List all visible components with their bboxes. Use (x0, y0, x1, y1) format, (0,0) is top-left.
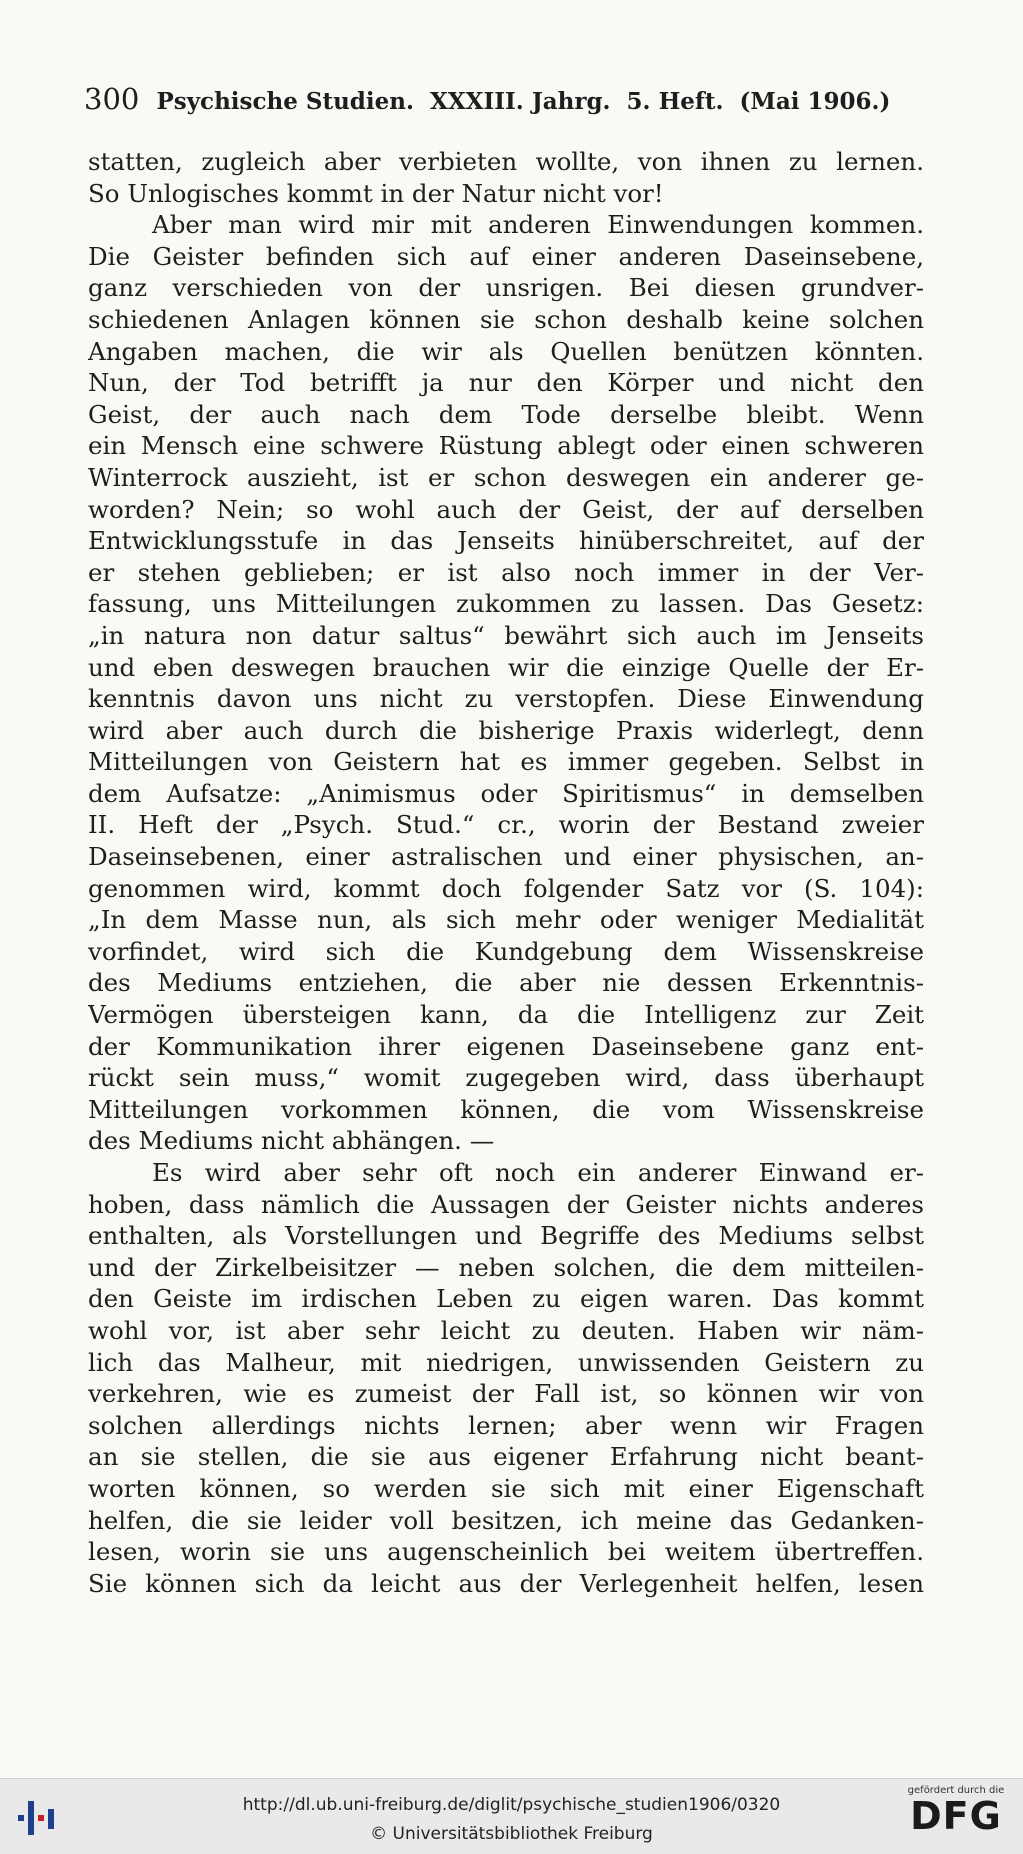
text-line: lesen, worin sie uns augenscheinlich bei weitem übertreffen. (88, 1537, 924, 1567)
text-line: „in natura non datur saltus“ bewährt sich auch im Jenseits (88, 620, 924, 650)
dfg-logo (896, 1785, 1016, 1849)
text-line: wird aber auch durch die bisherige Praxis widerlegt, denn (88, 715, 924, 745)
text-line: statten, zugleich aber verbieten wollte, von ihnen zu lernen. (88, 147, 924, 176)
text-line: Winterrock auszieht, ist er schon deswegen ein anderer ge- (88, 462, 924, 492)
text-line: schiedenen Anlagen können sie schon deshalb keine solchen (88, 304, 924, 334)
text-line: rückt sein muss,“ womit zugegeben wird, dass überhaupt (88, 1063, 924, 1093)
text-line: ein Mensch eine schwere Rüstung ablegt oder einen schweren (88, 431, 924, 461)
text-line: So Unlogisches kommt in der Natur nicht vor! (88, 178, 664, 208)
text-line: wohl vor, ist aber sehr leicht zu deuten. Haben wir näm- (88, 1315, 924, 1345)
dfg-logo-text: DFG (910, 1794, 1002, 1838)
footer-bar (0, 1778, 1023, 1854)
text-line: worten können, so werden sie sich mit einer Eigenschaft (88, 1473, 924, 1503)
text-line: Mitteilungen vorkommen können, die vom Wissenskreise (88, 1094, 924, 1124)
text-line: des Mediums nicht abhängen. — (88, 1126, 495, 1156)
text-line: genommen wird, kommt doch folgender Satz vor (S. 104): (88, 873, 924, 903)
text-line: Sie können sich da leicht aus der Verlegenheit helfen, lesen (88, 1568, 924, 1598)
text-line: kenntnis davon uns nicht zu verstopfen. Diese Einwendung (88, 684, 924, 714)
text-line: ganz verschieden von der unsrigen. Bei diesen grundver- (88, 273, 924, 303)
page-number: 300 (84, 82, 140, 116)
text-line: Angaben machen, die wir als Quellen benützen könnten. (88, 336, 924, 366)
text-line: Aber man wird mir mit anderen Einwendungen kommen. (152, 210, 924, 240)
text-line: der Kommunikation ihrer eigenen Daseinsebene ganz ent- (88, 1031, 924, 1061)
text-line: er stehen geblieben; er ist also noch immer in der Ver- (88, 557, 924, 587)
copyright-text: © Universitätsbibliothek Freiburg (370, 1824, 653, 1844)
text-line: Geist, der auch nach dem Tode derselbe bleibt. Wenn (88, 399, 924, 429)
body-text (88, 146, 924, 1599)
text-line: und eben deswegen brauchen wir die einzige Quelle der Er- (88, 652, 924, 682)
text-line: enthalten, als Vorstellungen und Begriffe des Mediums selbst (88, 1221, 924, 1251)
text-line: „In dem Masse nun, als sich mehr oder weniger Medialität (88, 905, 924, 935)
text-line: Die Geister befinden sich auf einer anderen Daseinsebene, (88, 241, 924, 271)
source-url-link[interactable]: http://dl.ub.uni-freiburg.de/diglit/psychische_studien1906/0320 (242, 1795, 781, 1815)
text-line: lich das Malheur, mit niedrigen, unwissenden Geistern zu (88, 1347, 924, 1377)
text-line: fassung, uns Mitteilungen zukommen zu lassen. Das Gesetz: (88, 589, 924, 619)
text-line: Es wird aber sehr oft noch ein anderer Einwand er- (152, 1158, 924, 1187)
text-line: verkehren, wie es zumeist der Fall ist, so können wir von (88, 1379, 924, 1409)
text-line: helfen, die sie leider voll besitzen, ich meine das Gedanken- (88, 1505, 924, 1535)
text-line: des Mediums entziehen, die aber nie dessen Erkenntnis- (88, 968, 924, 998)
text-line: worden? Nein; so wohl auch der Geist, der auf derselben (88, 494, 924, 524)
running-title: Psychische Studien. XXXIII. Jahrg. 5. Heft. (Mai 1906.) (156, 88, 891, 115)
text-line: Entwicklungsstufe in das Jenseits hinüberschreitet, auf der (88, 526, 924, 556)
text-line: II. Heft der „Psych. Stud.“ cr., worin der Bestand zweier (88, 810, 924, 840)
text-line: und der Zirkelbeisitzer — neben solchen, die dem mitteilen- (88, 1252, 924, 1282)
text-line: vorfindet, wird sich die Kundgebung dem Wissenskreise (88, 936, 924, 966)
text-line: Mitteilungen von Geistern hat es immer gegeben. Selbst in (88, 747, 924, 777)
text-line: solchen allerdings nichts lernen; aber wenn wir Fragen (88, 1410, 924, 1440)
text-line: Vermögen übersteigen kann, da die Intelligenz zur Zeit (88, 1000, 924, 1030)
text-line: dem Aufsatze: „Animismus oder Spiritismus“ in demselben (88, 778, 924, 808)
text-line: Daseinsebenen, einer astralischen und einer physischen, an- (88, 842, 924, 872)
text-line: an sie stellen, die sie aus eigener Erfahrung nicht beant- (88, 1442, 924, 1472)
page-header (84, 82, 944, 116)
dfg-caption: gefördert durch die (907, 1785, 1005, 1796)
text-line: den Geiste im irdischen Leben zu eigen waren. Das kommt (88, 1284, 924, 1314)
text-line: hoben, dass nämlich die Aussagen der Geister nichts anderes (88, 1189, 924, 1219)
text-line: Nun, der Tod betrifft ja nur den Körper und nicht den (88, 368, 924, 398)
